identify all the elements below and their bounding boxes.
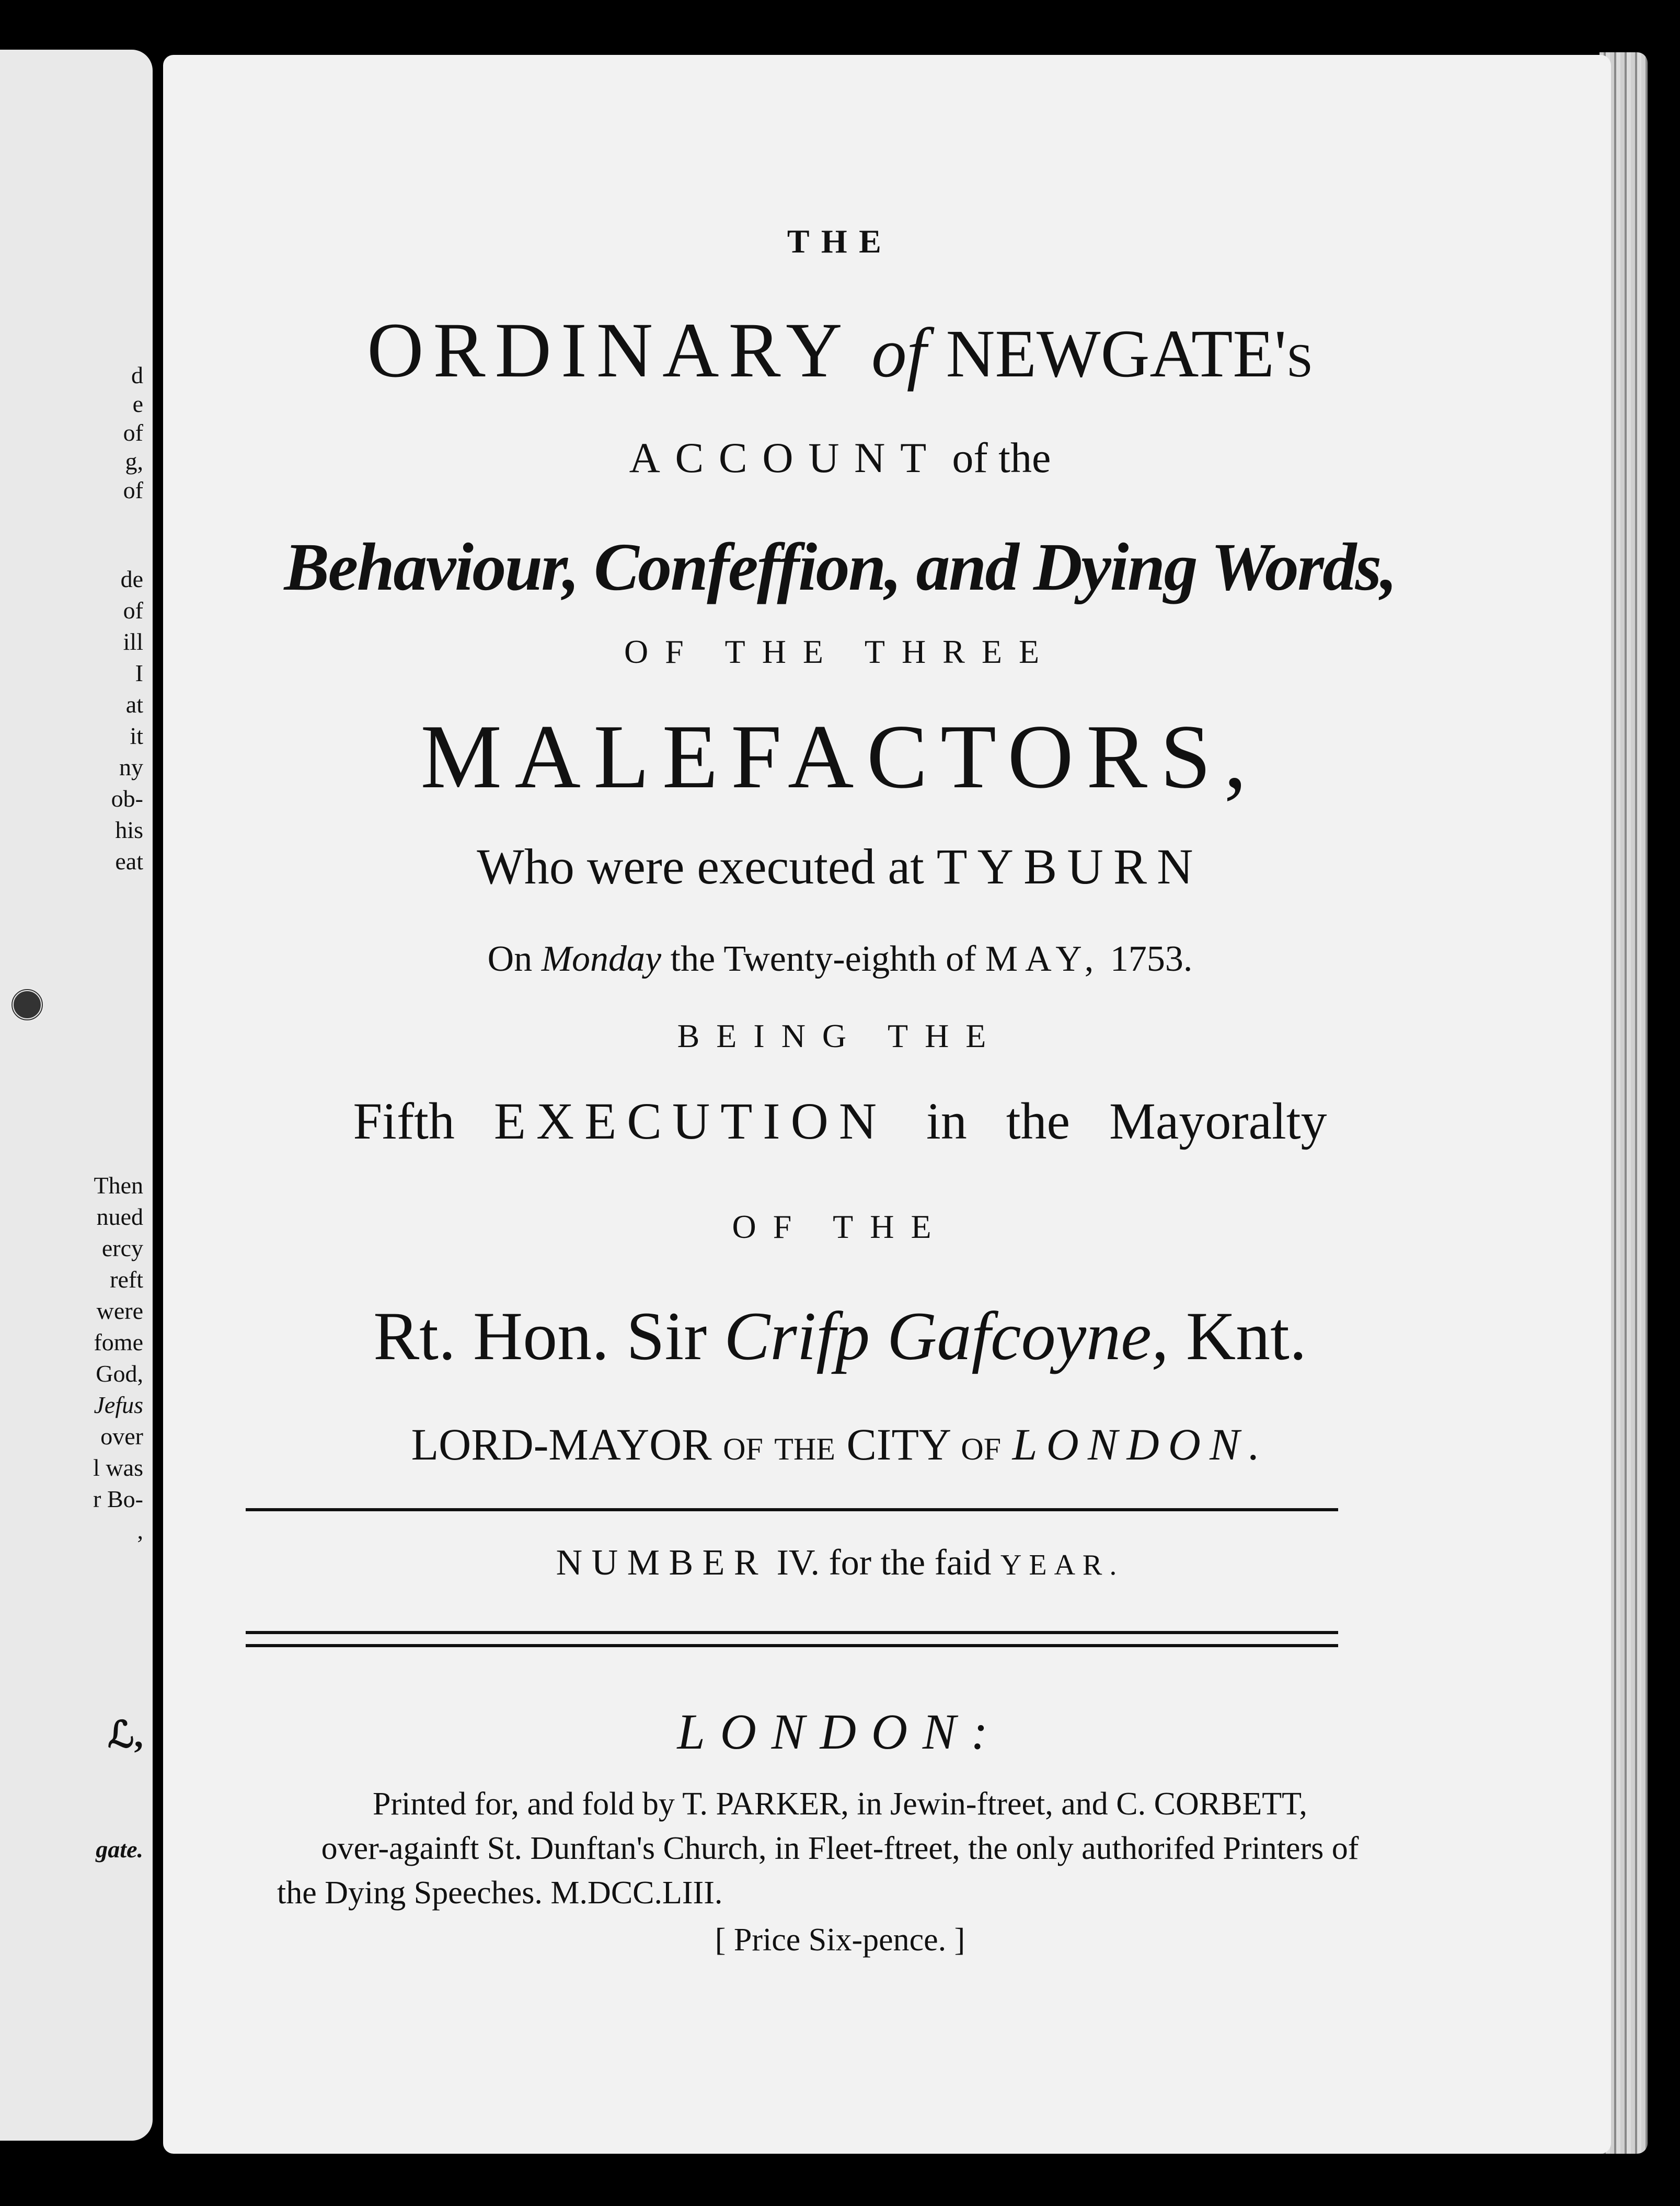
left-fragment: ob- bbox=[111, 785, 143, 812]
left-fragment: his bbox=[115, 817, 143, 843]
title-who-were: Who were executed at bbox=[477, 838, 924, 894]
imprint-line-2: over-againft St. Dunftan's Church, in Fleet-ftreet, the only authorifed Printers of bbox=[321, 1831, 1359, 1866]
left-fragment: d bbox=[131, 362, 143, 388]
divider-rule-double-top bbox=[246, 1631, 1338, 1634]
left-fragment: I bbox=[135, 660, 143, 686]
title-of-the-caps: OF THE bbox=[732, 1208, 948, 1245]
left-fragment: r Bo- bbox=[93, 1486, 143, 1512]
left-fragment: gate. bbox=[96, 1836, 143, 1863]
left-fragment: ny bbox=[119, 754, 143, 780]
left-fragment: ℒ, bbox=[108, 1715, 143, 1755]
title-the: THE bbox=[787, 223, 893, 260]
title-execution: EXECUTION bbox=[493, 1092, 888, 1150]
title-of-the-city: of the CITY of bbox=[723, 1419, 1002, 1469]
left-fragment: of bbox=[123, 597, 143, 624]
title-knt: Knt. bbox=[1186, 1297, 1307, 1374]
title-newgates: NEWGATE's bbox=[946, 316, 1313, 392]
left-fragment: of bbox=[123, 477, 143, 503]
left-fragment: it bbox=[130, 722, 143, 749]
title-year-word: YEAR. bbox=[1000, 1549, 1124, 1581]
title-for-the-said: for the faid bbox=[829, 1543, 992, 1583]
title-rt-hon-sir: Rt. Hon. Sir bbox=[373, 1297, 707, 1374]
left-fragment: of bbox=[123, 419, 143, 446]
title-malefactors: MALEFACTORS, bbox=[420, 706, 1260, 807]
title-on: On bbox=[487, 939, 533, 979]
title-line-account bbox=[0, 436, 1680, 479]
title-date-rest: the Twenty-eighth of bbox=[670, 939, 976, 979]
title-may: MAY, bbox=[985, 939, 1101, 979]
imprint-city: LONDON: bbox=[677, 1704, 1003, 1760]
title-of-the: of the bbox=[952, 434, 1051, 481]
divider-rule-double-bottom bbox=[246, 1644, 1338, 1647]
imprint-line-1: Printed for, and fold by T. PARKER, in Jewin-ftreet, and C. CORBETT, bbox=[373, 1786, 1307, 1822]
title-of-the-three: OF THE THREE bbox=[624, 633, 1056, 670]
imprint-line-3: the Dying Speeches. M.DCC.LIII. bbox=[277, 1875, 723, 1911]
left-fragment: g, bbox=[125, 448, 143, 475]
title-london-italic: LONDON. bbox=[1012, 1419, 1269, 1469]
left-fragment: were bbox=[96, 1297, 143, 1324]
title-lord-mayor: LORD-MAYOR bbox=[411, 1419, 712, 1469]
title-in-the-mayoralty: in the Mayoralty bbox=[926, 1092, 1327, 1150]
ornament-icon bbox=[10, 988, 44, 1021]
left-fragment: ercy bbox=[101, 1235, 143, 1261]
title-being-the: BEING THE bbox=[677, 1017, 1003, 1054]
title-line-ordinary bbox=[0, 307, 1680, 394]
left-fragment: fome bbox=[94, 1329, 143, 1355]
left-fragment: at bbox=[125, 691, 143, 718]
left-fragment: nued bbox=[96, 1203, 143, 1230]
title-monday: Monday bbox=[541, 939, 662, 979]
title-account: ACCOUNT bbox=[629, 434, 941, 481]
left-fragment: God, bbox=[96, 1360, 143, 1387]
left-fragment: Jefus bbox=[94, 1392, 143, 1418]
left-fragment: ill bbox=[123, 628, 143, 655]
title-behaviour: Behaviour, Confeffion, and Dying Words, bbox=[284, 530, 1396, 605]
title-of: of bbox=[871, 314, 927, 392]
left-fragment: , bbox=[137, 1517, 143, 1544]
title-crisp-gascoyne: Crifp Gafcoyne, bbox=[724, 1297, 1169, 1374]
title-fifth: Fifth bbox=[353, 1092, 455, 1150]
title-year: 1753. bbox=[1110, 939, 1193, 979]
left-fragment: over bbox=[100, 1423, 143, 1450]
title-ordinary: ORDINARY bbox=[367, 307, 852, 394]
left-fragment: reft bbox=[110, 1266, 143, 1293]
title-line-execution bbox=[0, 1092, 1680, 1150]
title-line-date bbox=[0, 941, 1680, 978]
divider-rule bbox=[246, 1508, 1338, 1511]
title-line-number bbox=[0, 1545, 1680, 1581]
left-fragment: de bbox=[120, 566, 143, 592]
title-number-iv: IV. bbox=[776, 1543, 820, 1583]
imprint-price: [ Price Six-pence. ] bbox=[715, 1922, 965, 1958]
left-fragment: e bbox=[132, 390, 143, 417]
left-fragment: eat bbox=[115, 848, 143, 875]
title-number: NUMBER bbox=[556, 1543, 768, 1583]
left-fragment: l was bbox=[93, 1454, 143, 1481]
title-tyburn: TYBURN bbox=[936, 838, 1203, 894]
left-fragment: Then bbox=[94, 1172, 143, 1199]
title-line-executed bbox=[0, 838, 1680, 894]
